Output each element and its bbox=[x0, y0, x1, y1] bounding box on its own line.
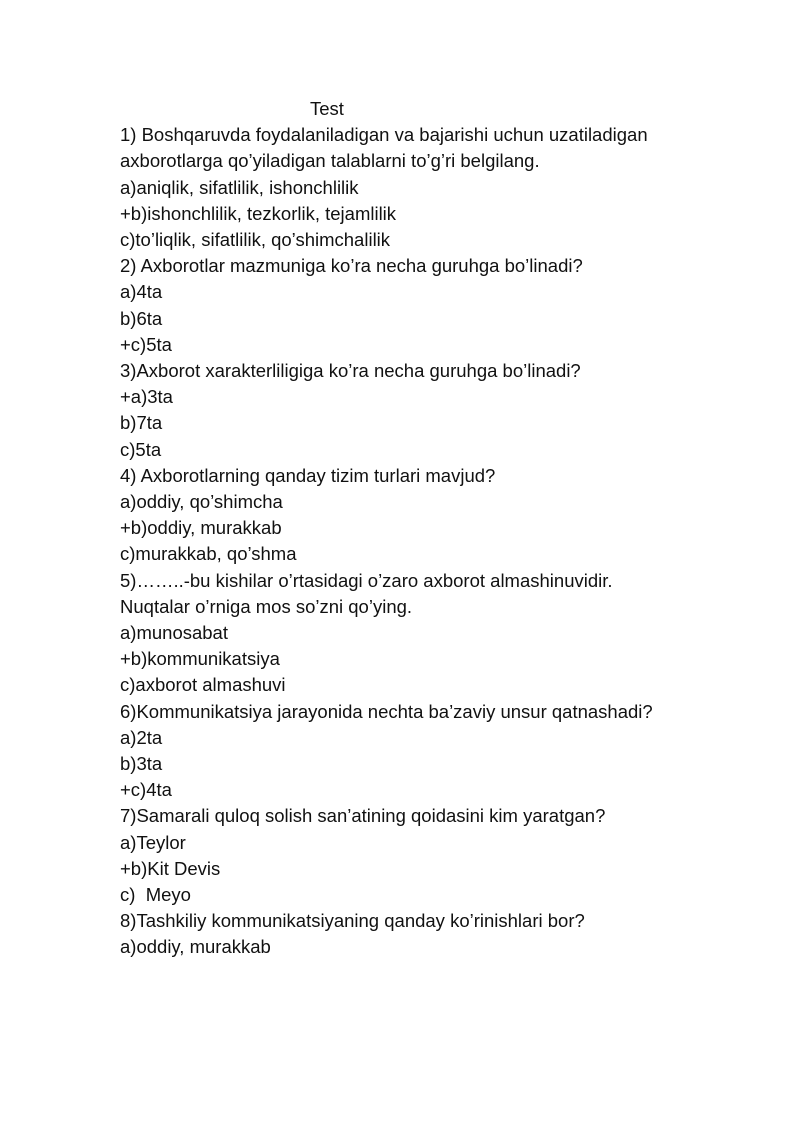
text-line: 3)Axborot xarakterliligiga ko’ra necha guruhga bo’linadi? bbox=[120, 360, 581, 382]
text-line: 6)Kommunikatsiya jarayonida nechta ba’zaviy unsur qatnashadi? bbox=[120, 700, 653, 722]
text-line: 2) Axborotlar mazmuniga ko’ra necha guruhga bo’linadi? bbox=[120, 255, 583, 277]
text-line: 4) Axborotlarning qanday tizim turlari mavjud? bbox=[120, 464, 496, 486]
text-line: +c)4ta bbox=[120, 779, 172, 801]
document-body bbox=[120, 96, 680, 961]
text-line: b)7ta bbox=[120, 412, 163, 434]
text-line: c)5ta bbox=[120, 438, 162, 460]
document-title: Test bbox=[310, 98, 344, 119]
text-line: +b)oddiy, murakkab bbox=[120, 517, 282, 539]
text-line: b)6ta bbox=[120, 307, 163, 329]
text-line: 8)Tashkiliy kommunikatsiyaning qanday ko’rinishlari bor? bbox=[120, 910, 585, 932]
question-list bbox=[120, 122, 680, 961]
text-line: c)murakkab, qo’shma bbox=[120, 543, 297, 565]
text-line: 1) Boshqaruvda foydalaniladigan va bajarishi uchun uzatiladigan axborotlarga qo’yiladigan talablarni to’g’ri belgilang. bbox=[120, 124, 653, 172]
text-line: +b)ishonchlilik, tezkorlik, tejamlilik bbox=[120, 202, 397, 224]
text-line: c)axborot almashuvi bbox=[120, 674, 286, 696]
text-line: +b)Kit Devis bbox=[120, 857, 221, 879]
text-line: a)4ta bbox=[120, 281, 163, 303]
text-line: a)aniqlik, sifatlilik, ishonchlilik bbox=[120, 176, 359, 198]
text-line: a)oddiy, qo’shimcha bbox=[120, 491, 283, 513]
text-line: c)to’liqlik, sifatlilik, qo’shimchalilik bbox=[120, 229, 391, 250]
text-line: a)Teylor bbox=[120, 831, 186, 853]
text-line: a)oddiy, murakkab bbox=[120, 936, 271, 958]
text-line: 5)……..-bu kishilar o’rtasidagi o’zaro axborot almashinuvidir. Nuqtalar o’rniga mos so’zni qo’ying. bbox=[120, 569, 618, 617]
text-line: c) Meyo bbox=[120, 884, 191, 906]
text-line: +b)kommunikatsiya bbox=[120, 648, 280, 670]
text-line: a)2ta bbox=[120, 726, 163, 748]
text-line: +c)5ta bbox=[120, 333, 172, 355]
text-line: +a)3ta bbox=[120, 386, 173, 408]
text-line: a)munosabat bbox=[120, 622, 228, 644]
text-line: 7)Samarali quloq solish san’atining qoidasini kim yaratgan? bbox=[120, 805, 606, 827]
text-line: b)3ta bbox=[120, 753, 163, 775]
